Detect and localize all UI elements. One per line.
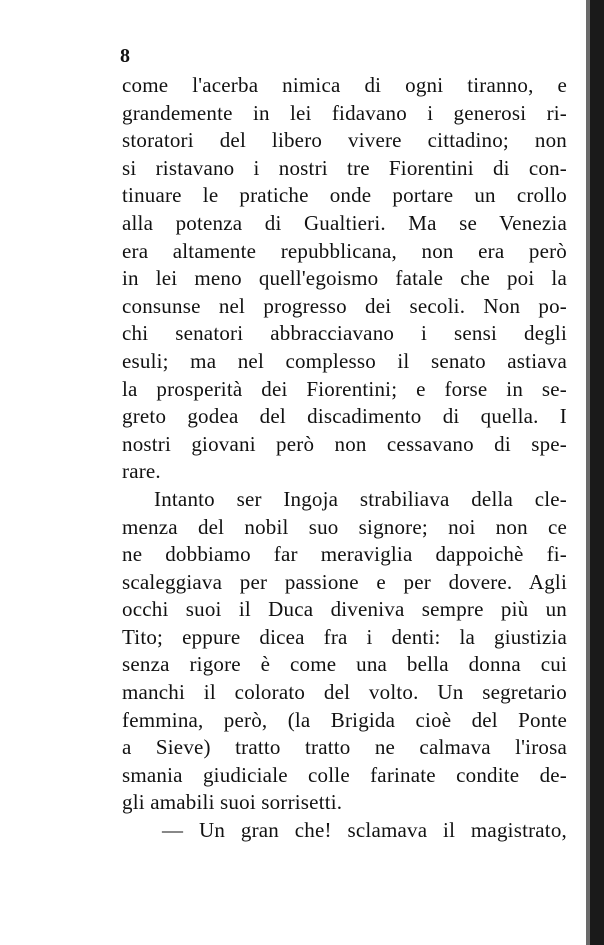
- text-line: grandemente in lei fidavano i generosi ri-: [122, 100, 567, 125]
- text-line: si ristavano i nostri tre Fiorentini di con-: [122, 155, 567, 180]
- text-line: smania giudiciale colle farinate condite de-: [122, 762, 567, 787]
- text-line: greto godea del discadimento di quella. I: [122, 404, 567, 429]
- text-line: senza rigore è come una bella donna cui: [122, 652, 567, 677]
- text-line: era altamente repubblicana, non era però: [122, 238, 567, 263]
- page-edge: [590, 0, 604, 945]
- text-line: Tito; eppure dicea fra i denti: la giustizia: [122, 624, 567, 649]
- text-line: in lei meno quell'egoismo fatale che poi la: [122, 266, 567, 291]
- text-line: femmina, però, (la Brigida cioè del Ponte: [122, 707, 567, 732]
- text-line: gli amabili suoi sorrisetti.: [122, 790, 343, 815]
- text-line: nostri giovani però non cessavano di spe-: [122, 431, 567, 456]
- text-line: la prosperità dei Fiorentini; e forse in se-: [122, 376, 567, 401]
- text-line: rare.: [122, 459, 161, 484]
- text-line: consunse nel progresso dei secoli. Non po-: [122, 293, 567, 318]
- text-line: a Sieve) tratto tratto ne calmava l'irosa: [122, 735, 567, 760]
- text-line: alla potenza di Gualtieri. Ma se Venezia: [122, 210, 567, 235]
- text-line: — Un gran che! sclamava il magistrato,: [162, 818, 567, 843]
- text-line: manchi il colorato del volto. Un segretario: [122, 680, 567, 705]
- text-line: come l'acerba nimica di ogni tiranno, e: [122, 73, 567, 97]
- text-line: esuli; ma nel complesso il senato astiava: [122, 348, 567, 373]
- text-line: ne dobbiamo far meraviglia dappoichè fi-: [122, 542, 567, 567]
- text-line: chi senatori abbracciavano i sensi degli: [122, 321, 567, 346]
- text-line: tinuare le pratiche onde portare un crollo: [122, 183, 567, 208]
- page-number: 8: [120, 45, 130, 67]
- body-text: [122, 72, 567, 845]
- text-line: scaleggiava per passione e per dovere. Agli: [122, 569, 567, 594]
- text-line: Intanto ser Ingoja strabiliava della cle-: [154, 486, 567, 511]
- text-line: occhi suoi il Duca diveniva sempre più un: [122, 597, 567, 622]
- text-line: menza del nobil suo signore; noi non ce: [122, 514, 567, 539]
- text-line: storatori del libero vivere cittadino; non: [122, 128, 567, 153]
